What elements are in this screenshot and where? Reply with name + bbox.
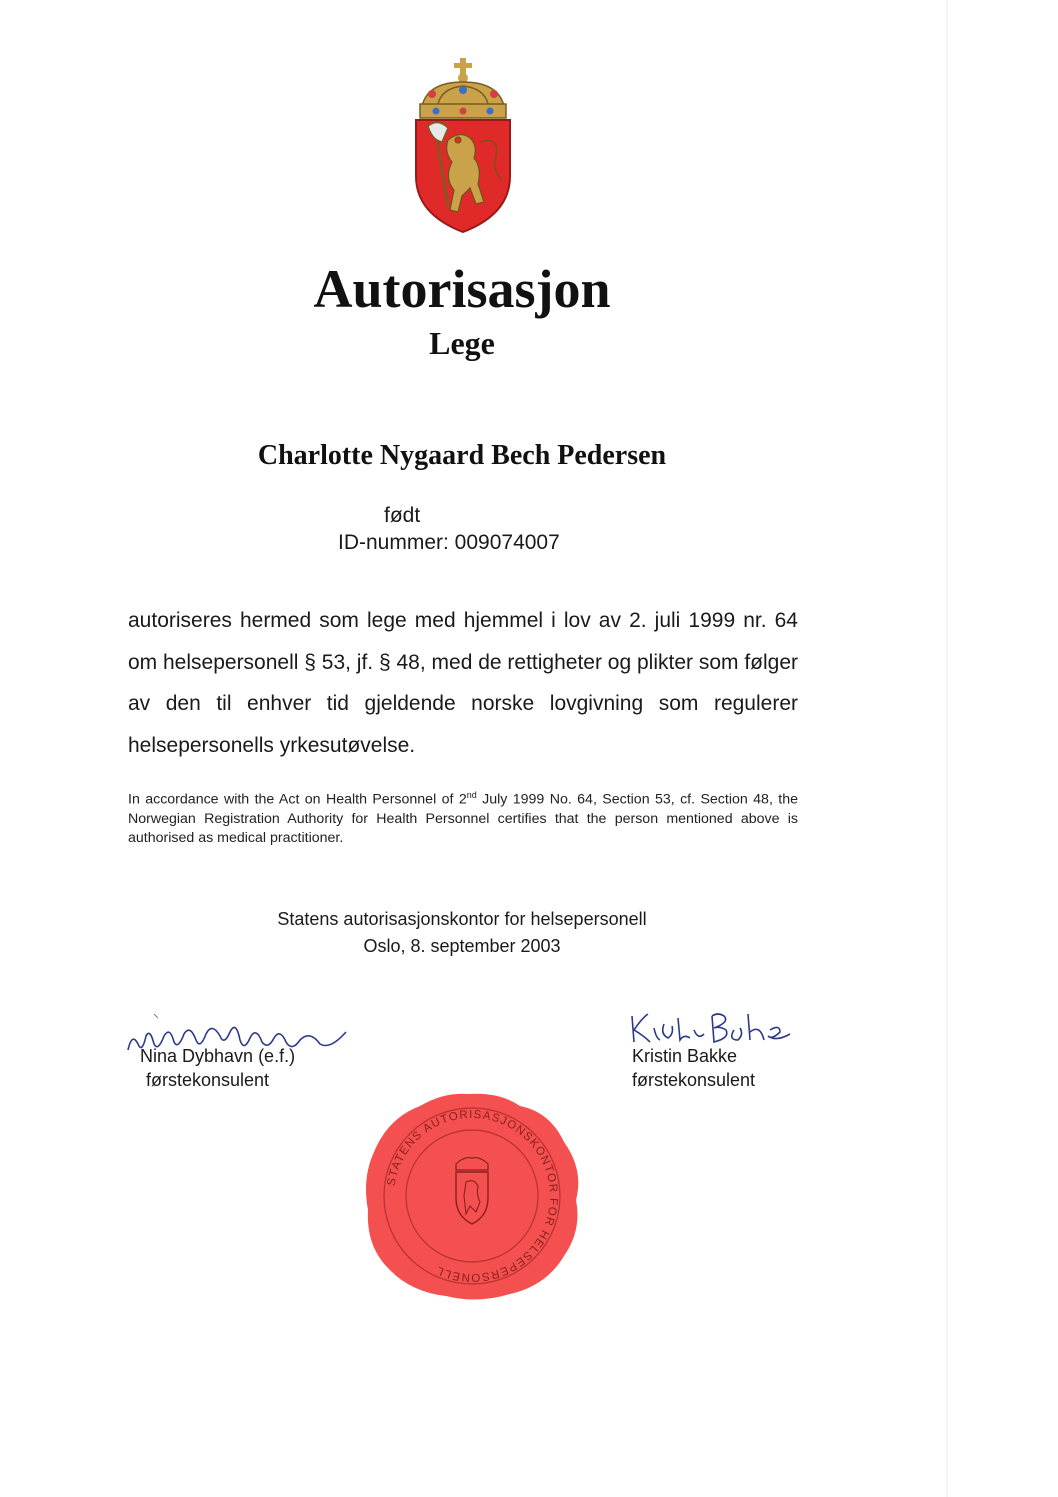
english-text-part-1: In accordance with the Act on Health Personnel of 2: [128, 791, 467, 808]
signatory-name-right: Kristin Bakke: [632, 1046, 738, 1066]
signature-block-left: [120, 1014, 360, 1114]
seal-text: STATENS AUTORISASJONSKONTOR FOR HELSEPERSONELL: [385, 1108, 560, 1284]
issuer-office: Statens autorisasjonskontor for helsepersonell: [277, 909, 647, 929]
signatory-title-right: førstekonsulent: [632, 1070, 756, 1090]
norwegian-coat-of-arms-icon: [408, 56, 518, 236]
english-text-part-2: July 1999 No. 64, Section 53, cf. Section 48, the Norwegian Registration Authority for Health Personnel certifies that the person mentioned above is authorised as medical practitioner.: [128, 791, 798, 846]
wax-seal-icon: [360, 1090, 584, 1302]
signatory-name-left: Nina Dybhavn (e.f.): [140, 1046, 296, 1066]
issuer-block: [0, 906, 924, 960]
signature-block-right: [620, 1004, 820, 1104]
issue-place-date: Oslo, 8. september 2003: [363, 936, 561, 956]
authorisation-text-english: [128, 786, 798, 848]
authorisation-text-norwegian: autoriseres hermed som lege med hjemmel i lov av 2. juli 1999 nr. 64 om helsepersonell § 53, jf. § 48, med de rettigheter og plikter som følger av den til enhver tid gjeldende norske lovgivning som regulerer helsepersonells yrkesutøvelse.: [128, 609, 799, 757]
id-number: ID-nummer: 009074007: [338, 531, 560, 554]
signatory-title-left: førstekonsulent: [146, 1070, 270, 1090]
document-title: Autorisasjon: [313, 259, 611, 319]
page-edge-divider: [946, 0, 948, 1497]
born-label: født: [384, 504, 421, 527]
holder-name: Charlotte Nygaard Bech Pedersen: [257, 440, 667, 471]
document-subtitle: Lege: [429, 325, 495, 361]
english-text-superscript: nd: [466, 790, 477, 800]
